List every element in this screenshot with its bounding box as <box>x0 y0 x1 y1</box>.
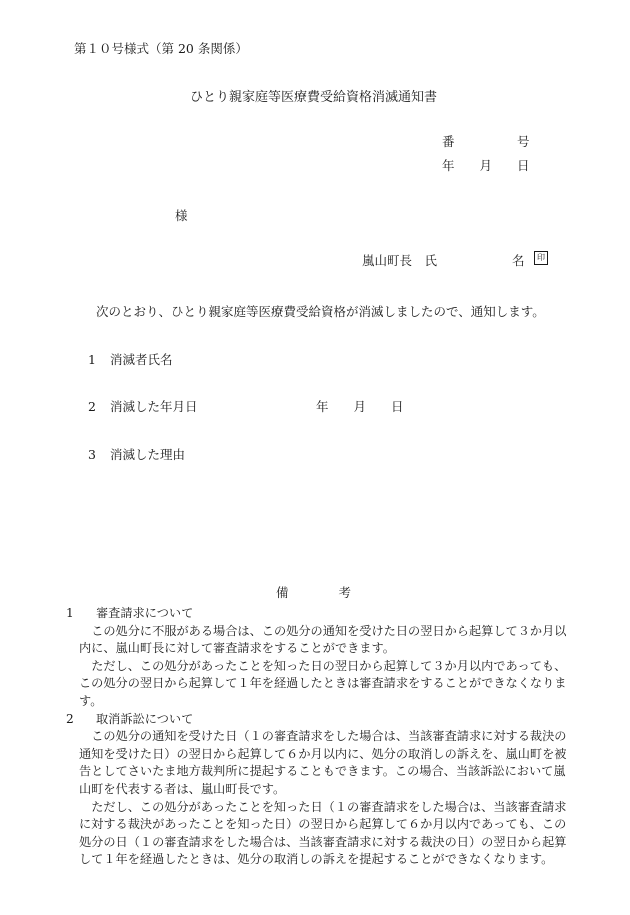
notes-section <box>66 605 576 869</box>
note-2-paragraph-2: ただし、この処分があったことを知った日（１の審査請求をした場合は、当該審査請求に対する裁決があったことを知った日）の翌日から起算して６か月以内であっても、この処分の日（１の審査請求をした場合は、当該審査請求に対する裁決の日）の翌日から起算して１年を経過したときは、処分の取消しの訴えを提起することができなくなります。 <box>79 799 567 867</box>
note-2-number: 2 <box>66 711 74 726</box>
note-1-number: 1 <box>66 606 74 620</box>
item-2-label: 消滅した年月日 <box>110 399 198 414</box>
seal-mark: 印 <box>534 251 548 265</box>
note-1-paragraph-1: この処分に不服がある場合は、この処分の通知を受けた日の翌日から起算して３か月以内に、嵐山町長に対して審査請求をすることができます。 <box>79 623 567 656</box>
note-2-heading <box>66 711 576 729</box>
note-1-heading <box>66 605 576 623</box>
note-1-title: 審査請求について <box>96 606 194 620</box>
note-1-paragraph-2: ただし、この処分があったことを知った日の翌日から起算して３か月以内であっても、この処分の翌日から起算して１年を経過したときは審査請求をすることができなくなります。 <box>79 658 567 708</box>
item-2-number: 2 <box>88 399 96 414</box>
document-number-label: 番 号 <box>442 134 530 149</box>
issuer-name: 嵐山町長 氏 名 <box>362 253 525 268</box>
notes-heading: 備 考 <box>276 585 352 600</box>
item-1-label: 消滅者氏名 <box>110 352 173 367</box>
note-2-title: 取消訴訟について <box>96 711 194 726</box>
item-3-label: 消滅した理由 <box>110 447 186 462</box>
issue-date-label: 年 月 日 <box>442 158 530 173</box>
addressee-suffix: 様 <box>175 208 188 223</box>
note-2-paragraph-1: この処分の通知を受けた日（１の審査請求をした場合は、当該審査請求に対する裁決の通知を受けた日）の翌日から起算して６か月以内に、処分の取消しの訴えを、嵐山町を被告としてさいたま地方裁判所に提起することもできます。この場合、当該訴訟において嵐山町を代表する者は、嵐山町長です。 <box>79 729 567 796</box>
item-1-number: 1 <box>88 352 96 367</box>
item-2-date-value: 年 月 日 <box>316 399 404 414</box>
intro-paragraph: 次のとおり、ひとり親家庭等医療費受給資格が消滅しましたので、通知します。 <box>96 304 545 319</box>
form-number: 第１０号様式（第 20 条関係） <box>74 41 248 56</box>
document-title: ひとり親家庭等医療費受給資格消滅通知書 <box>190 90 438 105</box>
item-3-number: 3 <box>88 447 96 462</box>
